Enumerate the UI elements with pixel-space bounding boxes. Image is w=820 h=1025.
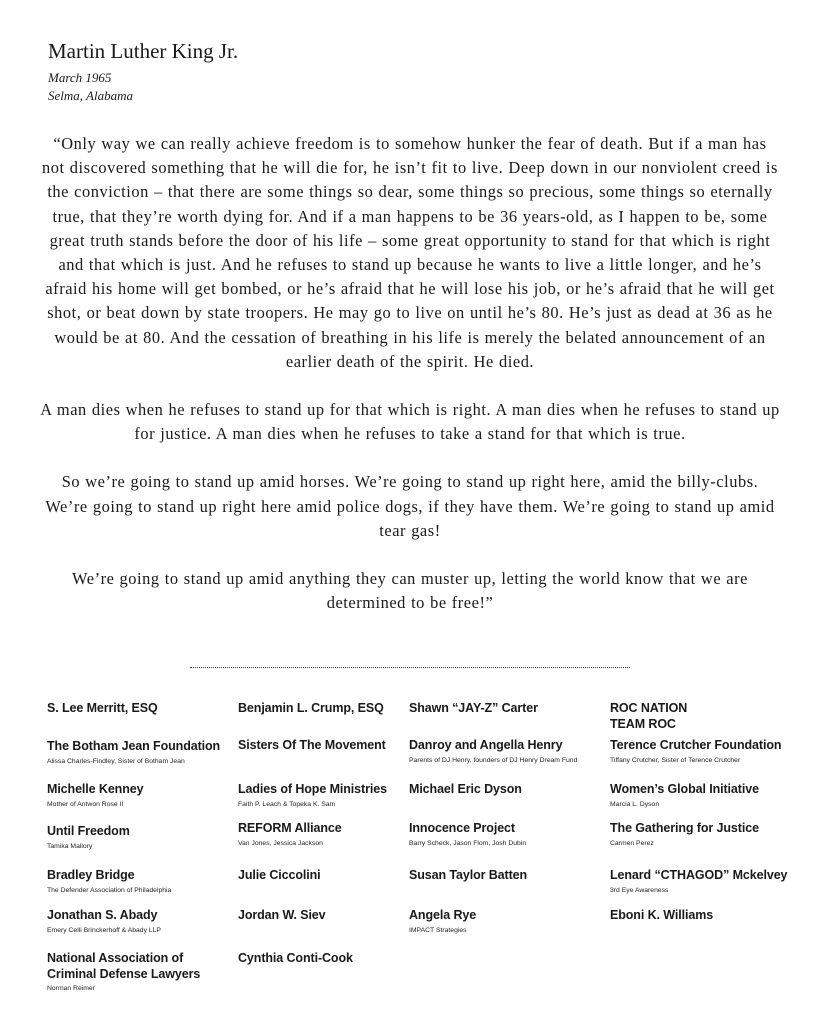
signatory-name: Jonathan S. Abady [47,908,158,922]
signatory [610,782,810,810]
signatory [610,868,810,896]
signatory-affiliation: Norman Reimer [47,985,95,992]
signatory-name: Angela Rye [409,908,477,922]
signatory-affiliation: 3rd Eye Awareness [610,886,669,894]
signatory-affiliation: The Defender Association of Philadelphia [47,886,172,894]
signatory [47,739,247,767]
signatory-affiliation: Alissa Charles-Findley, Sister of Botham Jean [47,757,185,765]
signatory-name: Michelle Kenney [47,782,144,796]
signatory-affiliation: Parents of DJ Henry, founders of DJ Henry Dream Fund [409,756,578,764]
signatory-name: Benjamin L. Crump, ESQ [238,701,384,715]
signatory-affiliation: IMPACT Strategies [409,926,467,934]
signatory-name: The Botham Jean Foundation [47,739,221,753]
signatory [409,868,609,884]
signatory-name: Until Freedom [47,824,130,838]
signatory-name: Lenard “CTHAGOD” Mckelvey [610,868,788,882]
speech-quote [40,132,780,639]
signatory-name: Innocence Project [409,821,515,835]
signatory [610,821,810,849]
signatory [409,782,609,798]
signatory-name: Julie Ciccolini [238,868,321,882]
signatory [409,738,609,766]
signatory-affiliation: Tiffany Crutcher, Sister of Terence Crutcher [610,756,741,764]
author-name: Martin Luther King Jr. [48,39,239,63]
speech-location: Selma, Alabama [48,88,133,103]
signatory-name: Terence Crutcher Foundation [610,738,782,752]
signatory-affiliation: Emery Celli Brinckerhoff & Abady LLP [47,926,161,934]
quote-paragraph-1: “Only way we can really achieve freedom is to somehow hunker the fear of death. But if a man has not discovered something that he will die for, he isn’t fit to live. Deep down in our nonviolent creed is the conviction – that there are some things so dear, some things so precious, some things so eternally true, that they’re worth dying for. And if a man happens to be 36 years-old, as I happen to be, some great truth stands before the door of his life – some great opportunity to stand for that which is right and that which is just. And he refuses to stand up because he wants to live a little longer, and he’s afraid his home will get bombed, or he’s afraid that he will lose his job, or he’s afraid that he will get shot, or beat down by state troopers. He may go to live on until he’s 80. He’s just as dead at 36 as he would be at 80. And the cessation of breathing in his life is merely the belated announcement of an earlier death of the spirit. He died. [42,134,778,371]
signatory-name: Bradley Bridge [47,868,135,882]
signatory-affiliation: Van Jones, Jessica Jackson [238,839,323,847]
signatory-affiliation: Tamika Mallory [47,842,93,850]
signatory-name: Ladies of Hope Ministries [238,782,387,796]
signatory-name: Jordan W. Siev [238,908,326,922]
signatory [238,701,438,717]
signatory-name: ROC NATION TEAM ROC [610,701,688,731]
signatory-name: Shawn “JAY-Z” Carter [409,701,538,715]
signatory-affiliation: Carmen Perez [610,839,654,847]
signatory-name: Cynthia Conti-Cook [238,951,353,965]
signatory [238,868,438,884]
signatory-name: Susan Taylor Batten [409,868,528,882]
signatory-name: Danroy and Angella Henry [409,738,563,752]
quote-paragraph-2: A man dies when he refuses to stand up for that which is right. A man dies when he refuses to stand up for justice. A man dies when he refuses to take a stand for that which is true. [40,400,780,444]
signatory [409,908,609,936]
signatory [47,701,247,717]
signatory-affiliation: Barry Scheck, Jason Flom, Josh Dubin [409,839,527,847]
signatory [238,738,438,754]
signatory-affiliation: Marcia L. Dyson [610,800,660,808]
signatory [238,908,438,924]
signatory [47,782,247,810]
signatory [610,738,810,766]
signatory [47,951,207,994]
signatory-name: REFORM Alliance [238,821,342,835]
signatory-name: Sisters Of The Movement [238,738,386,752]
signatory [238,782,438,810]
signatory-affiliation: Faith P. Leach & Topeka K. Sam [238,800,336,808]
signatory [610,908,810,924]
signatory-name: S. Lee Merritt, ESQ [47,701,158,715]
dotted-divider [190,667,630,668]
signatory [610,701,720,732]
signatory-affiliation: Mother of Antwon Rose II [47,800,124,808]
signatory [409,821,609,849]
speech-date: March 1965 [48,70,112,85]
signatory [47,908,247,936]
signatory [47,868,247,896]
signatory-name: National Association of Criminal Defense Lawyers [47,951,201,981]
signatory-name: Michael Eric Dyson [409,782,522,796]
quote-paragraph-4: We’re going to stand up amid anything they can muster up, letting the world know that we are determined to be free!” [72,569,748,613]
signatory [409,701,609,717]
signatory-name: The Gathering for Justice [610,821,759,835]
signatory [238,951,438,967]
signatory-name: Eboni K. Williams [610,908,714,922]
signatory-name: Women’s Global Initiative [610,782,759,796]
document-header [48,38,238,105]
signatory [47,824,247,852]
signatory [238,821,438,849]
quote-paragraph-3: So we’re going to stand up amid horses. We’re going to stand up right here, amid the billy-clubs. We’re going to stand up right here amid police dogs, if they have them. We’re going to stand up amid tear gas! [45,472,775,540]
